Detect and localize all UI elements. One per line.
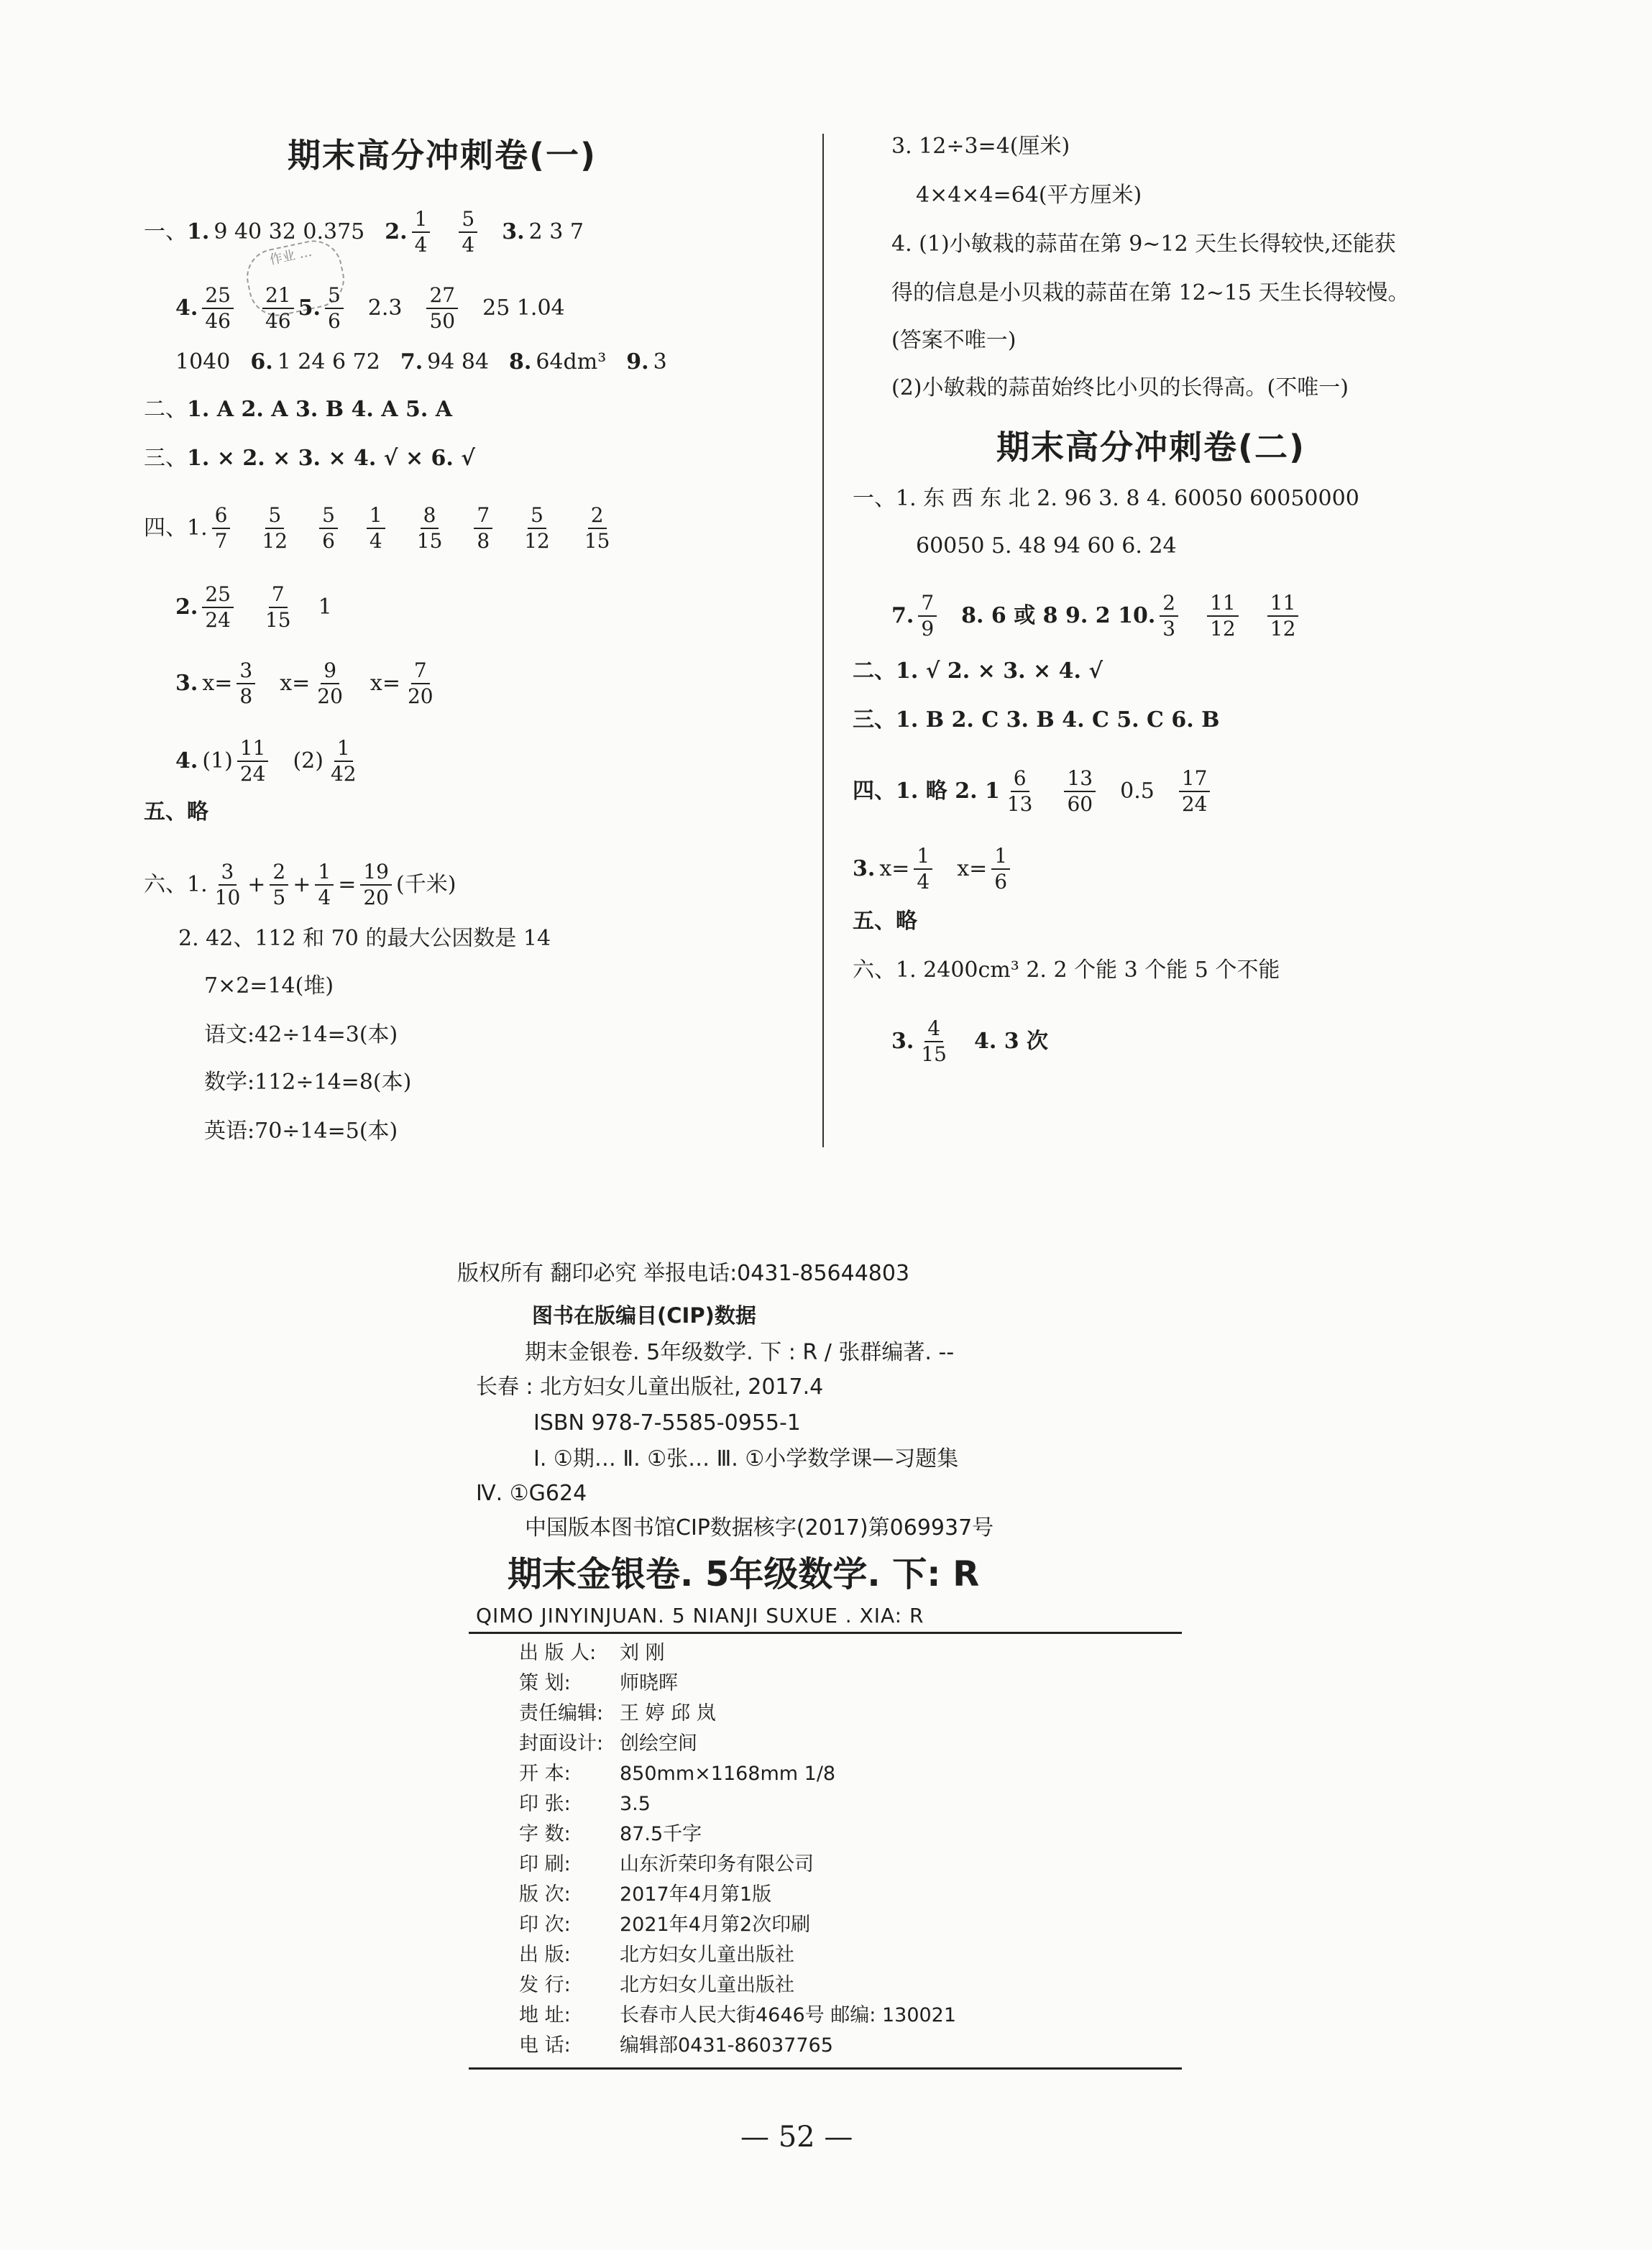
numerator: 1 xyxy=(412,207,431,233)
detail-value: 长春市人民大街4646号 邮编: 130021 xyxy=(620,2004,957,2026)
fraction xyxy=(325,283,344,334)
detail-key: 发 行: xyxy=(519,1974,571,1996)
fraction xyxy=(202,582,234,633)
detail-value: 山东沂荣印务有限公司 xyxy=(620,1853,814,1875)
numerator: 21 xyxy=(262,283,294,309)
denominator: 4 xyxy=(917,870,930,894)
fraction xyxy=(360,860,392,910)
detail-key: 开 本: xyxy=(519,1763,571,1785)
cip-top-rule xyxy=(469,1632,1182,1634)
denominator: 5 xyxy=(272,886,286,909)
right-line-2: 4×4×4=64(平方厘米) xyxy=(916,183,1142,208)
detail-row xyxy=(519,1820,956,1850)
fraction xyxy=(914,844,932,894)
left-section-title: 期末高分冲刺卷(一) xyxy=(288,136,597,175)
numerator: 9 xyxy=(321,658,339,684)
detail-key: 电 话: xyxy=(519,2034,571,2057)
detail-row xyxy=(519,1760,956,1790)
denominator: 6 xyxy=(994,870,1008,894)
denominator: 3 xyxy=(1162,617,1176,640)
fraction xyxy=(328,736,359,786)
denominator: 20 xyxy=(317,684,343,708)
numerator: 17 xyxy=(1179,766,1211,792)
detail-value: 北方妇女儿童出版社 xyxy=(620,1974,794,1996)
denominator: 4 xyxy=(318,886,331,909)
numerator: 1 xyxy=(334,736,353,762)
denominator: 13 xyxy=(1006,792,1033,816)
book-pinyin: QIMO JINYINJUAN. 5 NIANJI SUXUE . XIA: R xyxy=(476,1604,924,1627)
numerator: 11 xyxy=(1267,591,1299,617)
right-answer-line-3: 7. $\frac{7}{9}$ 8. 6 或 8 9. 2 10. $\frac{2}{3}$ $\frac{11}{12}$ $\frac{11}{12}$ xyxy=(891,591,1303,641)
numerator: 5 xyxy=(325,283,344,309)
detail-key: 责任编辑: xyxy=(519,1702,604,1725)
fraction xyxy=(1004,766,1036,817)
left-section-4-line-3: 3. x= $\frac{3}{8}$ x= $\frac{9}{20}$ x= $\frac{7}{20}$ xyxy=(175,658,441,709)
numerator: 27 xyxy=(426,283,458,309)
numerator: 1 xyxy=(914,844,932,870)
detail-row xyxy=(519,2001,956,2031)
detail-value: 3.5 xyxy=(620,1793,651,1815)
denominator: 10 xyxy=(214,886,241,909)
detail-value: 创绘空间 xyxy=(620,1732,697,1755)
right-answer-line-2: 60050 5. 48 94 60 6. 24 xyxy=(916,533,1177,559)
left-answer-line-3: 1040 6. 1 24 6 72 7. 94 84 8. 64dm³ 9. 3 xyxy=(175,349,667,375)
fraction xyxy=(262,582,294,633)
detail-row xyxy=(519,1850,956,1881)
copyright-line: 版权所有 翻印必究 举报电话:0431-85644803 xyxy=(457,1261,910,1286)
detail-key: 封面设计: xyxy=(519,1732,604,1755)
detail-row xyxy=(519,2031,956,2062)
detail-key: 印 张: xyxy=(519,1793,571,1815)
left-section-6-line-2: 2. 42、112 和 70 的最大公因数是 14 xyxy=(178,926,551,951)
detail-row xyxy=(519,1699,956,1730)
page-number: — 52 — xyxy=(740,2121,853,2154)
fraction xyxy=(367,503,385,554)
denominator: 46 xyxy=(205,309,231,333)
cip-line-4: 长春 : 北方妇女儿童出版社, 2017.4 xyxy=(476,1374,824,1400)
left-section-6-line-5: 数学:112÷14=8(本) xyxy=(204,1070,412,1095)
left-section-4-line-2: 2. $\frac{25}{24}$ $\frac{7}{15}$ 1 xyxy=(175,582,332,632)
fraction xyxy=(582,503,613,554)
numerator: 7 xyxy=(918,591,937,617)
denominator: 15 xyxy=(416,529,443,553)
right-line-4: 得的信息是小贝栽的蒜苗在第 12~15 天生长得较慢。 xyxy=(891,280,1410,306)
fraction xyxy=(202,283,234,334)
left-section-3: 三、 1. × 2. × 3. × 4. √ × 6. √ xyxy=(144,446,476,471)
numerator: 19 xyxy=(360,860,392,886)
numerator: 25 xyxy=(202,582,234,608)
right-answer-line-5: 三、1. B 2. C 3. B 4. C 5. C 6. B xyxy=(853,707,1220,733)
numerator: 6 xyxy=(1011,766,1029,792)
cip-line-6: Ⅰ. ①期… Ⅱ. ①张… Ⅲ. ①小学数学课—习题集 xyxy=(533,1446,959,1471)
fraction xyxy=(1160,591,1178,641)
detail-row xyxy=(519,1790,956,1820)
denominator: 15 xyxy=(921,1042,947,1066)
denominator: 12 xyxy=(524,529,550,553)
fraction xyxy=(991,844,1010,894)
detail-key: 地 址: xyxy=(519,2004,571,2026)
fraction xyxy=(314,658,346,709)
denominator: 20 xyxy=(363,886,389,909)
right-answer-line-8: 五、略 xyxy=(853,909,917,934)
numerator: 2 xyxy=(588,503,607,529)
detail-row xyxy=(519,1971,956,2001)
left-section-6-line-6: 英语:70÷14=5(本) xyxy=(204,1119,398,1144)
denominator: 15 xyxy=(584,529,610,553)
fraction xyxy=(1267,591,1299,641)
cip-isbn: ISBN 978-7-5585-0955-1 xyxy=(533,1410,801,1436)
numerator: 1 xyxy=(991,844,1010,870)
left-answer-line-1: 一、 1. 9 40 32 0.375 2. $\frac{1}{4}$ $\frac{5}{4}$ 3. 2 3 7 xyxy=(144,207,584,257)
right-section-title: 期末高分冲刺卷(二) xyxy=(996,428,1306,467)
numerator: 11 xyxy=(237,736,269,762)
detail-key: 版 次: xyxy=(519,1883,571,1906)
detail-value: 编辑部0431-86037765 xyxy=(620,2034,833,2057)
numerator: 1 xyxy=(367,503,385,529)
numerator: 5 xyxy=(459,207,477,233)
detail-value: 850mm×1168mm 1/8 xyxy=(620,1763,836,1785)
right-answer-line-7: 3. x= $\frac{1}{4}$ x= $\frac{1}{6}$ xyxy=(853,844,1014,894)
numerator: 5 xyxy=(265,503,284,529)
fraction xyxy=(319,503,338,554)
detail-row xyxy=(519,1941,956,1971)
detail-key: 策 划: xyxy=(519,1672,571,1694)
fraction xyxy=(212,503,231,554)
denominator: 46 xyxy=(265,309,291,333)
fraction xyxy=(405,658,436,709)
left-section-4-line-4: 4. (1) $\frac{11}{24}$ (2) $\frac{1}{42}$ xyxy=(175,736,364,786)
denominator: 12 xyxy=(1270,617,1296,640)
fraction xyxy=(918,1016,950,1067)
denominator: 6 xyxy=(327,309,341,333)
right-line-3: 4. (1)小敏栽的蒜苗在第 9~12 天生长得较快,还能获 xyxy=(891,231,1396,257)
fraction xyxy=(918,591,937,641)
detail-row xyxy=(519,1639,956,1669)
denominator: 12 xyxy=(262,529,288,553)
denominator: 15 xyxy=(265,608,291,632)
fraction xyxy=(414,503,446,554)
detail-value: 87.5千字 xyxy=(620,1823,702,1845)
fraction xyxy=(259,503,290,554)
fraction xyxy=(474,503,492,554)
numerator: 8 xyxy=(421,503,439,529)
numerator: 7 xyxy=(411,658,430,684)
cip-heading: 图书在版编目(CIP)数据 xyxy=(532,1303,756,1328)
detail-row xyxy=(519,1911,956,1941)
detail-row xyxy=(519,1730,956,1760)
numerator: 4 xyxy=(924,1016,943,1042)
numerator: 7 xyxy=(269,582,288,608)
publication-details xyxy=(519,1639,956,2062)
numerator: 5 xyxy=(319,503,338,529)
detail-key: 印 刷: xyxy=(519,1853,571,1875)
numerator: 2 xyxy=(270,860,288,886)
detail-value: 师晓晖 xyxy=(620,1672,678,1694)
right-answer-line-1: 一、1. 东 西 东 北 2. 96 3. 8 4. 60050 60050000 xyxy=(853,486,1359,511)
denominator: 4 xyxy=(414,233,428,257)
detail-value: 刘 刚 xyxy=(620,1642,665,1664)
fraction xyxy=(521,503,553,554)
numerator: 3 xyxy=(219,860,237,886)
denominator: 4 xyxy=(462,233,475,257)
fraction xyxy=(270,860,288,910)
fraction xyxy=(315,860,334,910)
numerator: 11 xyxy=(1207,591,1239,617)
detail-value: 北方妇女儿童出版社 xyxy=(620,1944,794,1966)
cip-line-8: 中国版本图书馆CIP数据核字(2017)第069937号 xyxy=(525,1515,994,1540)
fraction xyxy=(212,860,244,910)
fraction xyxy=(412,207,431,257)
detail-row xyxy=(519,1669,956,1699)
right-answer-line-4: 二、1. √ 2. × 3. × 4. √ xyxy=(853,658,1103,684)
left-section-6-line-4: 语文:42÷14=3(本) xyxy=(204,1022,398,1047)
denominator: 8 xyxy=(477,529,490,553)
denominator: 8 xyxy=(239,684,253,708)
right-line-6: (2)小敏栽的蒜苗始终比小贝的长得高。(不唯一) xyxy=(891,375,1349,400)
denominator: 9 xyxy=(921,617,935,640)
fraction xyxy=(1179,766,1211,817)
denominator: 42 xyxy=(330,762,357,786)
detail-key: 字 数: xyxy=(519,1823,571,1845)
detail-key: 出 版 人: xyxy=(519,1642,597,1664)
right-line-5: (答案不唯一) xyxy=(891,328,1017,353)
cip-line-7: Ⅳ. ①G624 xyxy=(476,1481,587,1506)
cip-line-3: 期末金银卷. 5年级数学. 下 : R / 张群编著. -- xyxy=(525,1340,955,1365)
left-section-6-line-3: 7×2=14(堆) xyxy=(204,973,334,998)
denominator: 4 xyxy=(369,529,382,553)
numerator: 7 xyxy=(474,503,492,529)
numerator: 25 xyxy=(202,283,234,309)
detail-key: 出 版: xyxy=(519,1944,571,1966)
numerator: 13 xyxy=(1064,766,1096,792)
left-section-5: 五、略 xyxy=(144,799,208,825)
detail-key: 印 次: xyxy=(519,1914,571,1936)
denominator: 24 xyxy=(205,608,231,632)
denominator: 60 xyxy=(1067,792,1093,816)
fraction xyxy=(1207,591,1239,641)
fraction xyxy=(459,207,477,257)
numerator: 2 xyxy=(1160,591,1178,617)
right-answer-line-10: 3. $\frac{4}{15}$ 4. 3 次 xyxy=(891,1016,1049,1066)
numerator: 5 xyxy=(528,503,546,529)
right-answer-line-9: 六、1. 2400cm³ 2. 2 个能 3 个能 5 个不能 xyxy=(853,958,1280,983)
detail-value: 2017年4月第1版 xyxy=(620,1883,772,1906)
denominator: 6 xyxy=(322,529,335,553)
denominator: 24 xyxy=(1181,792,1208,816)
denominator: 24 xyxy=(239,762,266,786)
book-title: 期末金银卷. 5年级数学. 下: R xyxy=(508,1554,980,1594)
column-divider xyxy=(822,134,824,1147)
denominator: 7 xyxy=(214,529,228,553)
fraction xyxy=(237,736,269,786)
left-section-6-line-1: 六、1. $\frac{3}{10}$ + $\frac{2}{5}$ + $\frac{1}{4}$ = $\frac{19}{20}$ (千米) xyxy=(144,860,456,909)
detail-row xyxy=(519,1881,956,1911)
fraction xyxy=(426,283,458,334)
fraction xyxy=(262,283,294,334)
denominator: 50 xyxy=(429,309,456,333)
cip-bottom-rule xyxy=(469,2067,1182,2070)
right-answer-line-6: 四、1. 略 2. 1 $\frac{6}{13}$ $\frac{13}{60}$ 0.5 $\frac{17}{24}$ xyxy=(853,766,1214,817)
numerator: 1 xyxy=(315,860,334,886)
detail-value: 王 婷 邱 岚 xyxy=(620,1702,716,1725)
denominator: 12 xyxy=(1210,617,1236,640)
left-section-4-line-1: 四、1. $\frac{6}{7}$ $\frac{5}{12}$ $\frac{5}{6}$ $\frac{1}{4}$ $\frac{8}{15}$ $\frac{7}{8}$ $\frac{5}{12}$ $\frac{2}{15}$ xyxy=(144,503,618,554)
fraction xyxy=(237,658,255,709)
right-line-1: 3. 12÷3=4(厘米) xyxy=(891,134,1070,159)
homework-stamp: 作业 … xyxy=(242,235,350,321)
left-answer-line-2: 4. $\frac{25}{46}$ $\frac{21}{46}$ 5. $\frac{5}{6}$ 2.3 $\frac{27}{50}$ 25 1.04 xyxy=(175,283,565,333)
numerator: 3 xyxy=(237,658,255,684)
numerator: 6 xyxy=(212,503,231,529)
left-section-2: 二、 1. A 2. A 3. B 4. A 5. A xyxy=(144,397,453,422)
fraction xyxy=(1064,766,1096,817)
detail-value: 2021年4月第2次印刷 xyxy=(620,1914,811,1936)
denominator: 20 xyxy=(407,684,433,708)
